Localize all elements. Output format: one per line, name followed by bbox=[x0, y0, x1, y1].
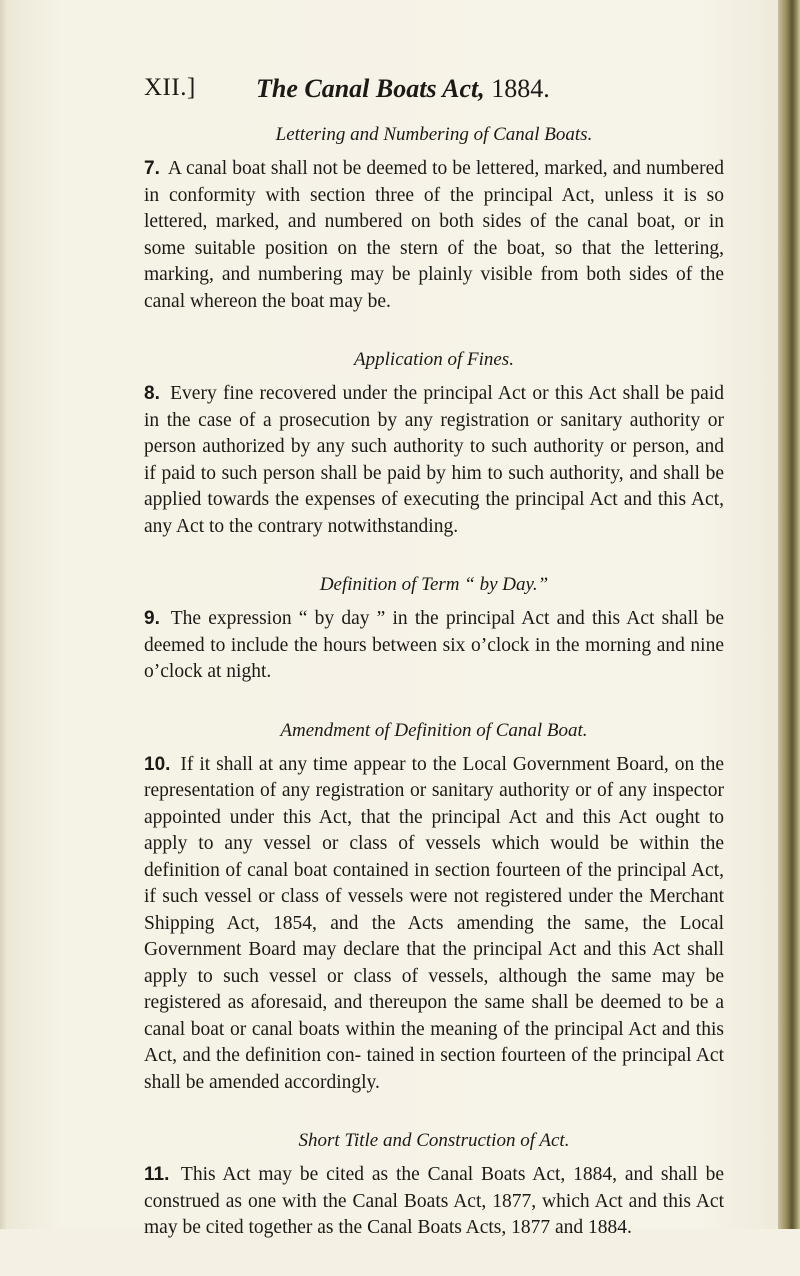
running-title bbox=[256, 74, 550, 104]
section-paragraph bbox=[144, 752, 724, 1097]
running-head bbox=[144, 74, 600, 114]
section-11 bbox=[144, 1130, 724, 1242]
section-number: 9. bbox=[144, 608, 160, 629]
chapter-marker: XII.] bbox=[144, 74, 196, 101]
section-8 bbox=[144, 349, 724, 540]
section-text: The expression “ by day ” in the principal Act and this Act shall be deemed to include the hours between six o’clock in the morning and nine o’clock at night. bbox=[144, 608, 724, 682]
section-text: A canal boat shall not be deemed to be lettered, marked, and numbered in conformity with section three of the principal Act, unless it is so lettered, marked, and numbered on both sides of the canal boat, or in some suitable position on the stern of the boat, so that the lettering, marking, and numbering may be plainly visible from both sides of the canal whereon the boat may be. bbox=[144, 158, 724, 312]
section-paragraph bbox=[144, 1162, 724, 1242]
section-text: This Act may be cited as the Canal Boats Act, 1884, and shall be construed as one with the Canal Boats Act, 1877, which Act and this Act may be cited together as the Canal Boats Acts, 1877 and 1884. bbox=[144, 1164, 725, 1238]
section-paragraph bbox=[144, 606, 724, 686]
section-heading: Amendment of Definition of Canal Boat. bbox=[280, 719, 588, 741]
section-number: 7. bbox=[144, 158, 160, 179]
section-text: Every fine recovered under the principal Act or this Act shall be paid in the case of a prosecution by any registration or sanitary authority or person authorized by any such authority to such authority or person, and if paid to such person shall be paid by him to such authority, and shall be applied towards the expenses of executing the principal Act and this Act, any Act to the contrary notwithstanding. bbox=[144, 383, 725, 537]
section-number: 8. bbox=[144, 383, 160, 404]
section-paragraph bbox=[144, 381, 724, 540]
act-title: The Canal Boats Act, bbox=[256, 74, 485, 103]
section-10 bbox=[144, 720, 724, 1097]
section-text: If it shall at any time appear to the Local Government Board, on the representation of any registration or sanitary authority or of any inspector appointed under this Act, that the principal Act and this Act ought to apply to any vessel or class of vessels which would be within the definition of canal boat contained in section fourteen of the principal Act, if such vessel or class of vessels were not registered under the Merchant Shipping Act, 1854, and the Acts amending the same, the Local Government Board may declare that the principal Act and this Act shall apply to such vessel or class of vessels, although the same may be registered as aforesaid, and thereupon the same shall be deemed to be a canal boat or canal boats within the meaning of the principal Act and this Act, and the definition con- tained in section fourteen of the principal Act shall be amended accordingly. bbox=[144, 753, 725, 1093]
section-heading: Definition of Term “ by Day.” bbox=[319, 574, 549, 595]
section-heading: Application of Fines. bbox=[354, 349, 514, 370]
section-number: 10. bbox=[144, 753, 171, 775]
page-binding-edge bbox=[778, 0, 800, 1229]
section-number: 11. bbox=[144, 1164, 170, 1185]
act-year: 1884. bbox=[491, 74, 550, 103]
section-paragraph bbox=[144, 156, 724, 315]
page-left-edge bbox=[0, 0, 8, 1229]
section-7 bbox=[144, 124, 724, 315]
page-content bbox=[144, 124, 724, 1276]
section-heading: Short Title and Construction of Act. bbox=[298, 1130, 570, 1151]
section-9 bbox=[144, 574, 724, 686]
section-heading: Lettering and Numbering of Canal Boats. bbox=[275, 124, 593, 145]
